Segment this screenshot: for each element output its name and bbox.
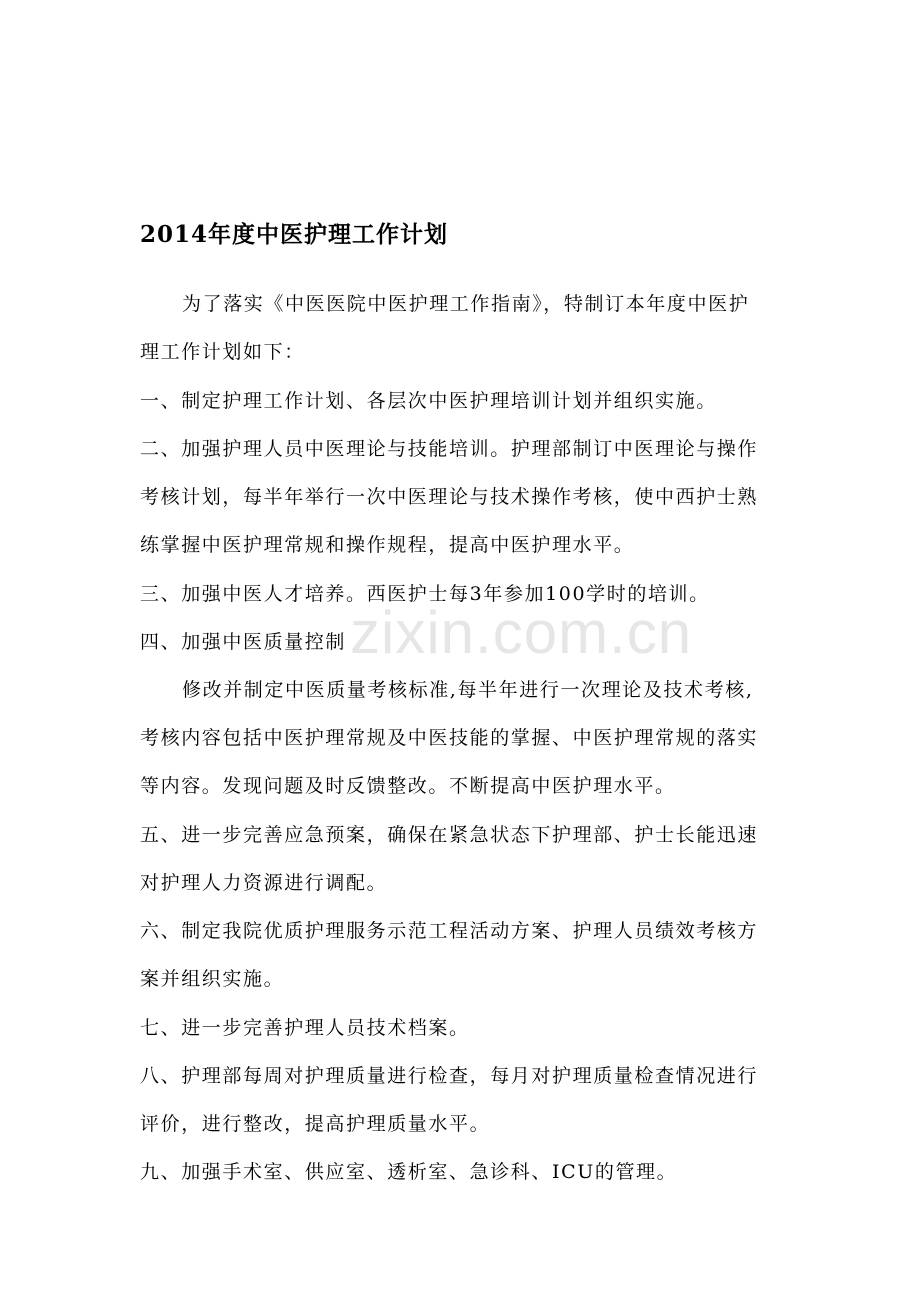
paragraph-line: 五、进一步完善应急预案，确保在紧急状态下护理部、护士长能迅速 bbox=[140, 824, 759, 846]
paragraph-line: 九、加强手术室、供应室、透析室、急诊科、ICU的管理。 bbox=[140, 1161, 678, 1183]
paragraph-line: 理工作计划如下： bbox=[140, 341, 305, 363]
paragraph-line: 为了落实《中医医院中医护理工作指南》，特制订本年度中医护 bbox=[182, 293, 750, 315]
paragraph-line: 六、制定我院优质护理服务示范工程活动方案、护理人员绩效考核方 bbox=[140, 920, 759, 942]
paragraph-line: 考核计划，每半年举行一次中医理论与技术操作考核，使中西护士熟 bbox=[140, 486, 759, 508]
paragraph-line: 三、加强中医人才培养。西医护士每3年参加100学时的培训。 bbox=[140, 583, 710, 605]
paragraph-line: 四、加强中医质量控制 bbox=[140, 631, 347, 653]
paragraph-line: 练掌握中医护理常规和操作规程，提高中医护理水平。 bbox=[140, 534, 635, 556]
paragraph-line: 八、护理部每周对护理质量进行检查，每月对护理质量检查情况进行 bbox=[140, 1065, 759, 1087]
paragraph-line: 修改并制定中医质量考核标准,每半年进行一次理论及技术考核, bbox=[182, 679, 754, 701]
paragraph-line: 二、加强护理人员中医理论与技能培训。护理部制订中医理论与操作 bbox=[140, 438, 759, 460]
paragraph-line: 案并组织实施。 bbox=[140, 968, 285, 990]
document-title: 2014年度中医护理工作计划 bbox=[140, 221, 449, 248]
paragraph-line: 考核内容包括中医护理常规及中医技能的掌握、中医护理常规的落实 bbox=[140, 727, 759, 749]
paragraph-line: 一、制定护理工作计划、各层次中医护理培训计划并组织实施。 bbox=[140, 390, 717, 412]
paragraph-line: 评价，进行整改，提高护理质量水平。 bbox=[140, 1113, 491, 1135]
paragraph-line: 七、进一步完善护理人员技术档案。 bbox=[140, 1017, 470, 1039]
paragraph-line: 对护理人力资源进行调配。 bbox=[140, 872, 388, 894]
watermark: zixin.com.cn bbox=[350, 599, 693, 666]
paragraph-line: 等内容。发现问题及时反馈整改。不断提高中医护理水平。 bbox=[140, 775, 676, 797]
